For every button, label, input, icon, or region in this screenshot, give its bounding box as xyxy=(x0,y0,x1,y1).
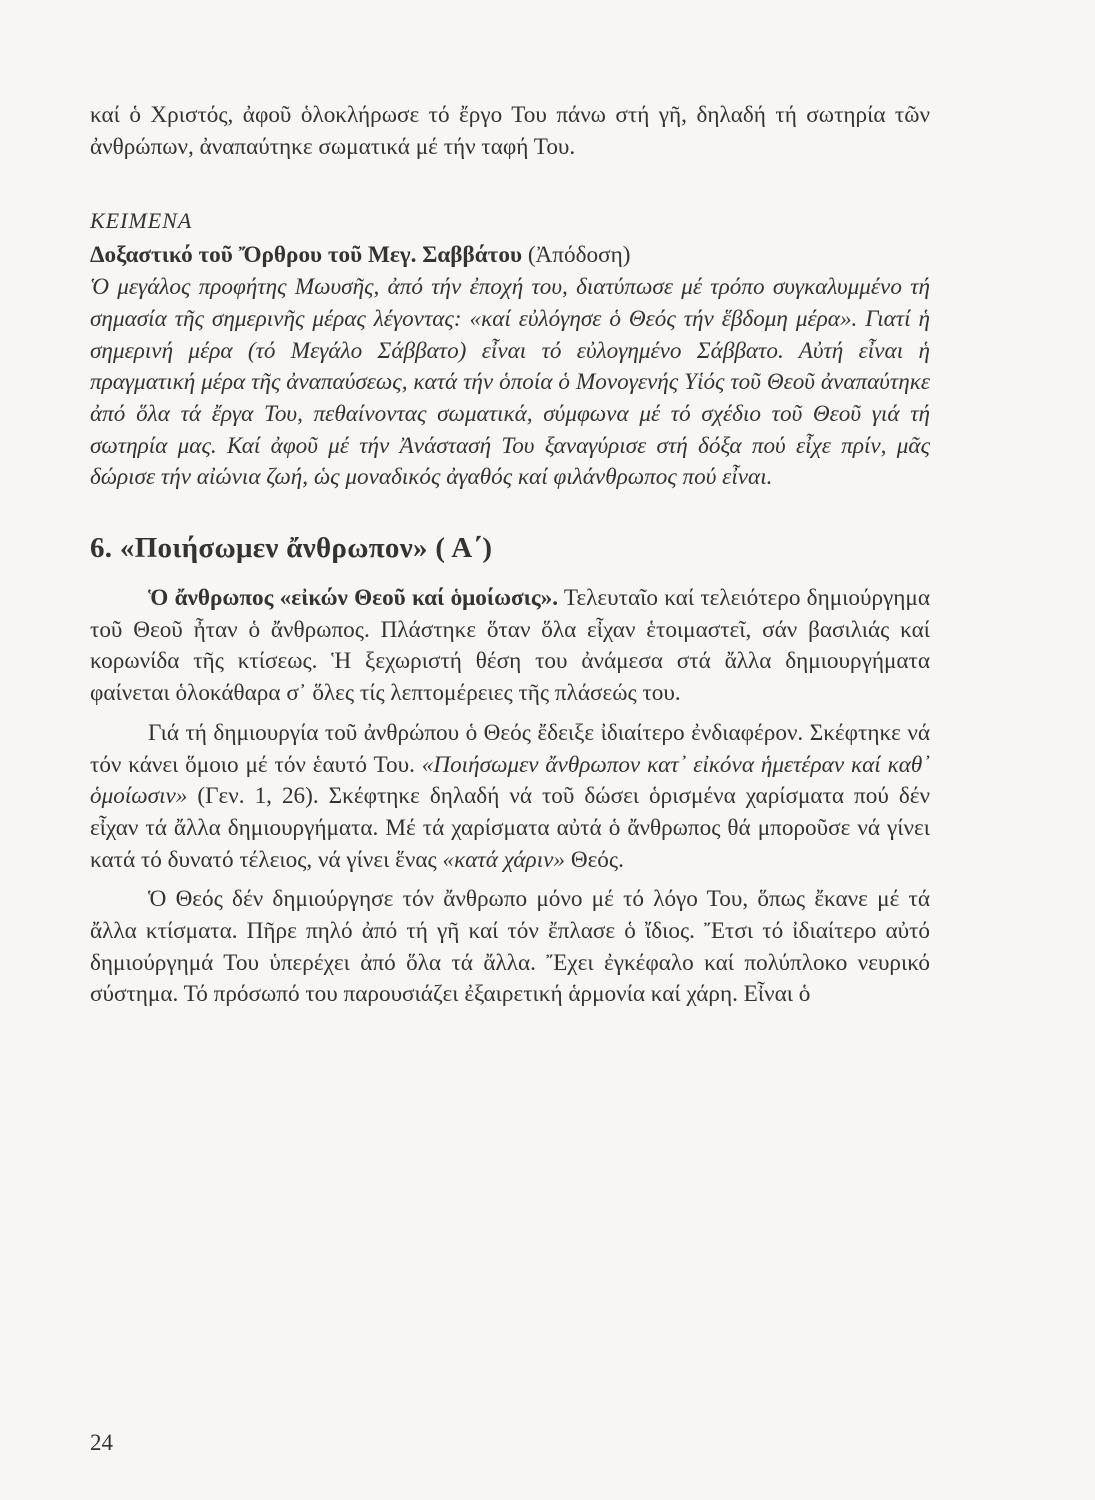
paragraph-1 xyxy=(90,583,930,710)
paragraph-2-text-a: Γιά τή δημιουργία τοῦ ἀνθρώπου ὁ Θεός ἔδειξε ἰδιαίτερο ἐνδιαφέρον. Σκέφτηκε νά τόν κάνει ὅμοιο μέ τόν ἑαυτό Του. xyxy=(90,719,930,778)
paragraph-2-quote: «Ποιήσωμεν ἄνθρωπον κατ᾽ εἰκόνα ἡμετέραν καί καθ᾽ ὁμοίωσιν» xyxy=(90,751,930,810)
intro-paragraph: καί ὁ Χριστός, ἀφοῦ ὁλοκλήρωσε τό ἔργο Του πάνω στή γῆ, δηλαδή τή σωτηρία τῶν ἀνθρώπων, ἀναπαύτηκε σωματικά μέ τήν ταφή Του. xyxy=(90,102,930,160)
texts-label: ΚΕΙΜΕΝΑ xyxy=(90,208,193,234)
hymn-title: Δοξαστικό τοῦ Ὄρθρου τοῦ Μεγ. Σαββάτου xyxy=(90,242,523,269)
hymn-text: Ὁ μεγάλος προφήτης Μωυσῆς, ἀπό τήν ἐποχή του, διατύπωσε μέ τρόπο συγκαλυμμένο τή σημασία τῆς σημερινῆς μέρας λέγοντας: «καί εὐλόγησε ὁ Θεός τήν ἕβδομη μέρα». Γιατί ἡ σημερινή μέρα (τό Μεγάλο Σάββατο) εἶναι τό εὐλογημένο Σάββατο. Αὐτή εἶναι ἡ πραγματική μέρα τῆς ἀναπαύσεως, κατά τήν ὁποία ὁ Μονογενής Υἱός τοῦ Θεοῦ ἀναπαύτηκε ἀπό ὅλα τά ἔργα Του, πεθαίνοντας σωματικά, σύμφωνα μέ τό σχέδιο τοῦ Θεοῦ γιά τή σωτηρία μας. Καί ἀφοῦ μέ τήν Ἀνάστασή Του ξαναγύρισε στή δόξα πού εἶχε πρίν, μᾶς δώρισε τήν αἰώνια ζωή, ὡς μοναδικός ἀγαθός καί φιλάνθρωπος πού εἶναι. xyxy=(90,274,930,491)
paragraph-1-text: Τελευταῖο καί τελειότερο δημιούργημα τοῦ Θεοῦ ἦταν ὁ ἄνθρωπος. Πλάστηκε ὅταν ὅλα εἶχαν ἑτοιμαστεῖ, σάν βασιλιάς καί κορωνίδα τῆς κτίσεως. Ἡ ξεχωριστή θέση του ἀνάμεσα στά ἄλλα δημιουργήματα φαίνεται ὁλοκάθαρα σ᾽ ὅλες τίς λεπτομέρειες τῆς πλάσεώς του. xyxy=(90,585,931,707)
hymn-heading xyxy=(90,240,930,272)
page-number: 24 xyxy=(90,1430,113,1455)
paragraph-3: Ὁ Θεός δέν δημιούργησε τόν ἄνθρωπο μόνο μέ τό λόγο Του, ὅπως ἔκανε μέ τά ἄλλα κτίσματα. Πῆρε πηλό ἀπό τή γῆ καί τόν ἔπλασε ὁ ἴδιος. Ἔτσι τό ἰδιαίτερο αὐτό δημιούργημά Του ὑπερέχει ἀπό ὅλα τά ἄλλα. Ἔχει ἐγκέφαλο καί πολύπλοκο νευρικό σύστημα. Τό πρόσωπό του παρουσιάζει ἐξαιρετική ἁρμονία καί χάρη. Εἶναι ὁ xyxy=(90,886,930,1008)
paragraph-2-text-b: (Γεν. 1, 26). Σκέφτηκε δηλαδή νά τοῦ δώσει ὁρισμένα χαρίσματα πού δέν εἶχαν τά ἄλλα δημιουργήματα. Μέ τά χαρίσματα αὐτά ὁ ἄνθρωπος θά μποροῦσε νά γίνει κατά τό δυνατό τέλειος, νά γίνει ἕνας xyxy=(90,783,930,873)
page-body xyxy=(90,100,930,1011)
paragraph-1-lead: Ὁ ἄνθρωπος «εἰκών Θεοῦ καί ὁμοίωσις». xyxy=(148,585,559,612)
paragraph-2-quote-2: «κατά χάριν» xyxy=(442,846,566,873)
hymn-note: (Ἀπόδοση) xyxy=(527,242,631,269)
paragraph-2 xyxy=(90,718,930,877)
section-title: 6. «Ποιήσωμεν ἄνθρωπον» ( Α΄) xyxy=(90,532,493,565)
paragraph-2-text-c: Θεός. xyxy=(565,846,624,873)
